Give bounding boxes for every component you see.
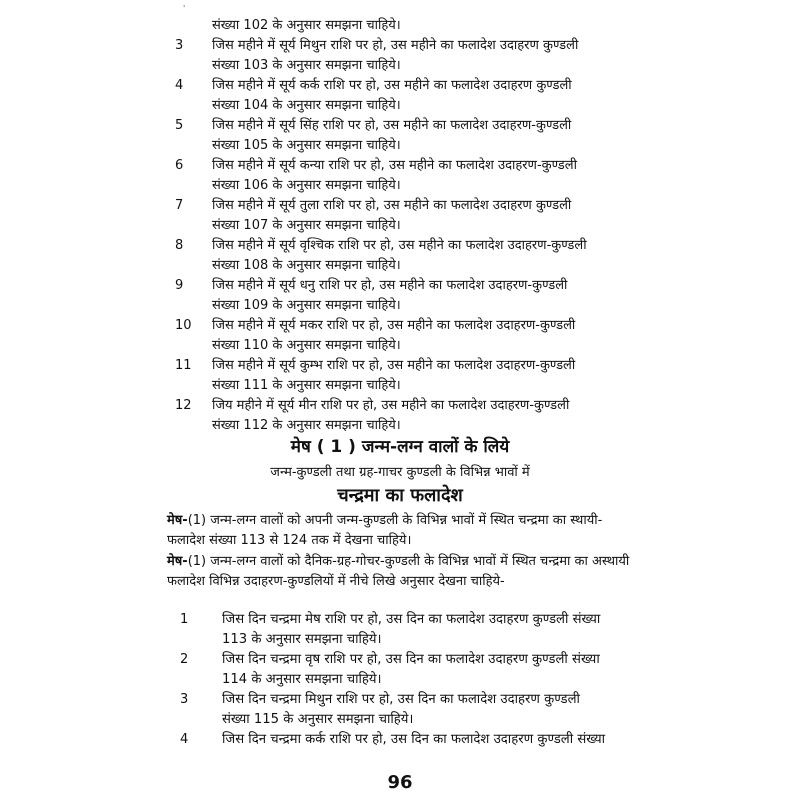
list-item [175, 36, 635, 76]
list-item-number: 2 [180, 652, 189, 667]
paragraph-lead: मेष- [167, 554, 188, 569]
list-item-number: 3 [180, 692, 189, 707]
list-item [175, 196, 635, 236]
stray-mark: ' [183, 4, 186, 13]
paragraph-text: (1) जन्म-लग्न वालों को अपनी जन्म-कुण्डली के विभिन्न भावों में स्थित चन्द्रमा का स्थायी-फलादेश संख्या 113 से 124 तक में देखना चाहिये। [167, 513, 603, 548]
list-item [175, 156, 635, 196]
section-subheading: जन्म-कुण्डली तथा ग्रह-गाचर कुण्डली के विभिन्न भावों में [270, 465, 530, 480]
list-item-line: संख्या 106 के अनुसार समझना चाहिये। [212, 178, 401, 193]
list-item [175, 316, 635, 356]
list-item-line: संख्या 115 के अनुसार समझना चाहिये। [222, 712, 414, 727]
paragraph-lead: मेष- [167, 513, 188, 528]
list-item-number: 1 [180, 612, 189, 627]
list-item-continuation: संख्या 102 के अनुसार समझना चाहिये। [212, 18, 401, 33]
list-item-number: 3 [175, 38, 184, 53]
list-item-number: 5 [175, 118, 184, 133]
list-item-line: जिस महीने में सूर्य कन्या राशि पर हो, उस महीने का फलादेश उदाहरण-कुण्डली [212, 158, 577, 173]
list-item-number: 10 [175, 318, 192, 333]
list-item-line: जिस दिन चन्द्रमा मिथुन राशि पर हो, उस दिन का फलादेश उदाहरण कुण्डली [222, 692, 580, 707]
list-item-line: जिस महीने में सूर्य धनु राशि पर हो, उस महीने का फलादेश उदाहरण-कुण्डली [212, 278, 568, 293]
list-item-line: जिस महीने में सूर्य वृश्चिक राशि पर हो, उस महीने का फलादेश उदाहरण-कुण्डली [212, 238, 587, 253]
list-item-number: 11 [175, 358, 192, 373]
list-item-line: संख्या 111 के अनुसार समझना चाहिये। [212, 378, 401, 393]
section-heading: मेष ( 1 ) जन्म-लग्न वालों के लिये [290, 437, 510, 457]
list-item-number: 8 [175, 238, 184, 253]
list-item-line: 113 के अनुसार समझना चाहिये। [222, 632, 382, 647]
chapter-title: चन्द्रमा का फलादेश [337, 485, 463, 506]
list-item-line: जिस दिन चन्द्रमा वृष राशि पर हो, उस दिन का फलादेश उदाहरण कुण्डली संख्या [222, 652, 600, 667]
list-item [180, 690, 640, 730]
list-item-line: संख्या 110 के अनुसार समझना चाहिये। [212, 338, 401, 353]
list-item-number: 9 [175, 278, 184, 293]
list-item [180, 610, 640, 650]
list-item-line: जिस महीने में सूर्य कर्क राशि पर हो, उस महीने का फलादेश उदाहरण कुण्डली [212, 78, 572, 93]
list-item [175, 116, 635, 156]
list-item-number: 7 [175, 198, 184, 213]
list-item [175, 396, 635, 436]
list-item-line: संख्या 103 के अनुसार समझना चाहिये। [212, 58, 401, 73]
list-item-number: 4 [175, 78, 184, 93]
list-item-line: संख्या 108 के अनुसार समझना चाहिये। [212, 258, 401, 273]
list-item-line: संख्या 107 के अनुसार समझना चाहिये। [212, 218, 401, 233]
list-item-line: संख्या 112 के अनुसार समझना चाहिये। [212, 418, 401, 433]
list-item-line: 114 के अनुसार समझना चाहिये। [222, 672, 382, 687]
paragraph-temporary [167, 552, 637, 592]
list-item-line: संख्या 105 के अनुसार समझना चाहिये। [212, 138, 401, 153]
list-item-number: 6 [175, 158, 184, 173]
list-item-line: जिस महीने में सूर्य मिथुन राशि पर हो, उस महीने का फलादेश उदाहरण कुण्डली [212, 38, 579, 53]
list-item [175, 356, 635, 396]
list-item-line: जिस महीने में सूर्य मकर राशि पर हो, उस महीने का फलादेश उदाहरण-कुण्डली [212, 318, 576, 333]
paragraph-text: (1) जन्म-लग्न वालों को दैनिक-ग्रह-गोचर-कुण्डली के विभिन्न भावों में स्थित चन्द्रमा का अस्थायी फलादेश विभिन्न उदाहरण-कुण्डलियों में नीचे लिखे अनुसार देखना चाहिये- [167, 554, 630, 589]
list-item-number: 4 [180, 732, 189, 747]
list-item-line: जिय महीने में सूर्य मीन राशि पर हो, उस महीने का फलादेश उदाहरण-कुण्डली [212, 398, 570, 413]
list-item [180, 730, 640, 750]
list-item-line: संख्या 104 के अनुसार समझना चाहिये। [212, 98, 401, 113]
list-item-line: जिस महीने में सूर्य कुम्भ राशि पर हो, उस महीने का फलादेश उदाहरण-कुण्डली [212, 358, 576, 373]
list-item-line: जिस महीने में सूर्य सिंह राशि पर हो, उस महीने का फलादेश उदाहरण-कुण्डली [212, 118, 572, 133]
list-item [175, 76, 635, 116]
list-item [175, 276, 635, 316]
list-item-line: जिस महीने में सूर्य तुला राशि पर हो, उस महीने का फलादेश उदाहरण कुण्डली [212, 198, 572, 213]
list-item-line: जिस दिन चन्द्रमा मेष राशि पर हो, उस दिन का फलादेश उदाहरण कुण्डली संख्या [222, 612, 601, 627]
list-item-line: संख्या 109 के अनुसार समझना चाहिये। [212, 298, 401, 313]
list-item-number: 12 [175, 398, 192, 413]
page-number: 96 [387, 772, 413, 793]
list-item [175, 236, 635, 276]
list-item-line: जिस दिन चन्द्रमा कर्क राशि पर हो, उस दिन का फलादेश उदाहरण कुण्डली संख्या [222, 732, 606, 747]
sun-transit-list [175, 16, 635, 436]
moon-transit-list [180, 610, 640, 750]
paragraph-permanent [167, 511, 637, 551]
list-item [180, 650, 640, 690]
